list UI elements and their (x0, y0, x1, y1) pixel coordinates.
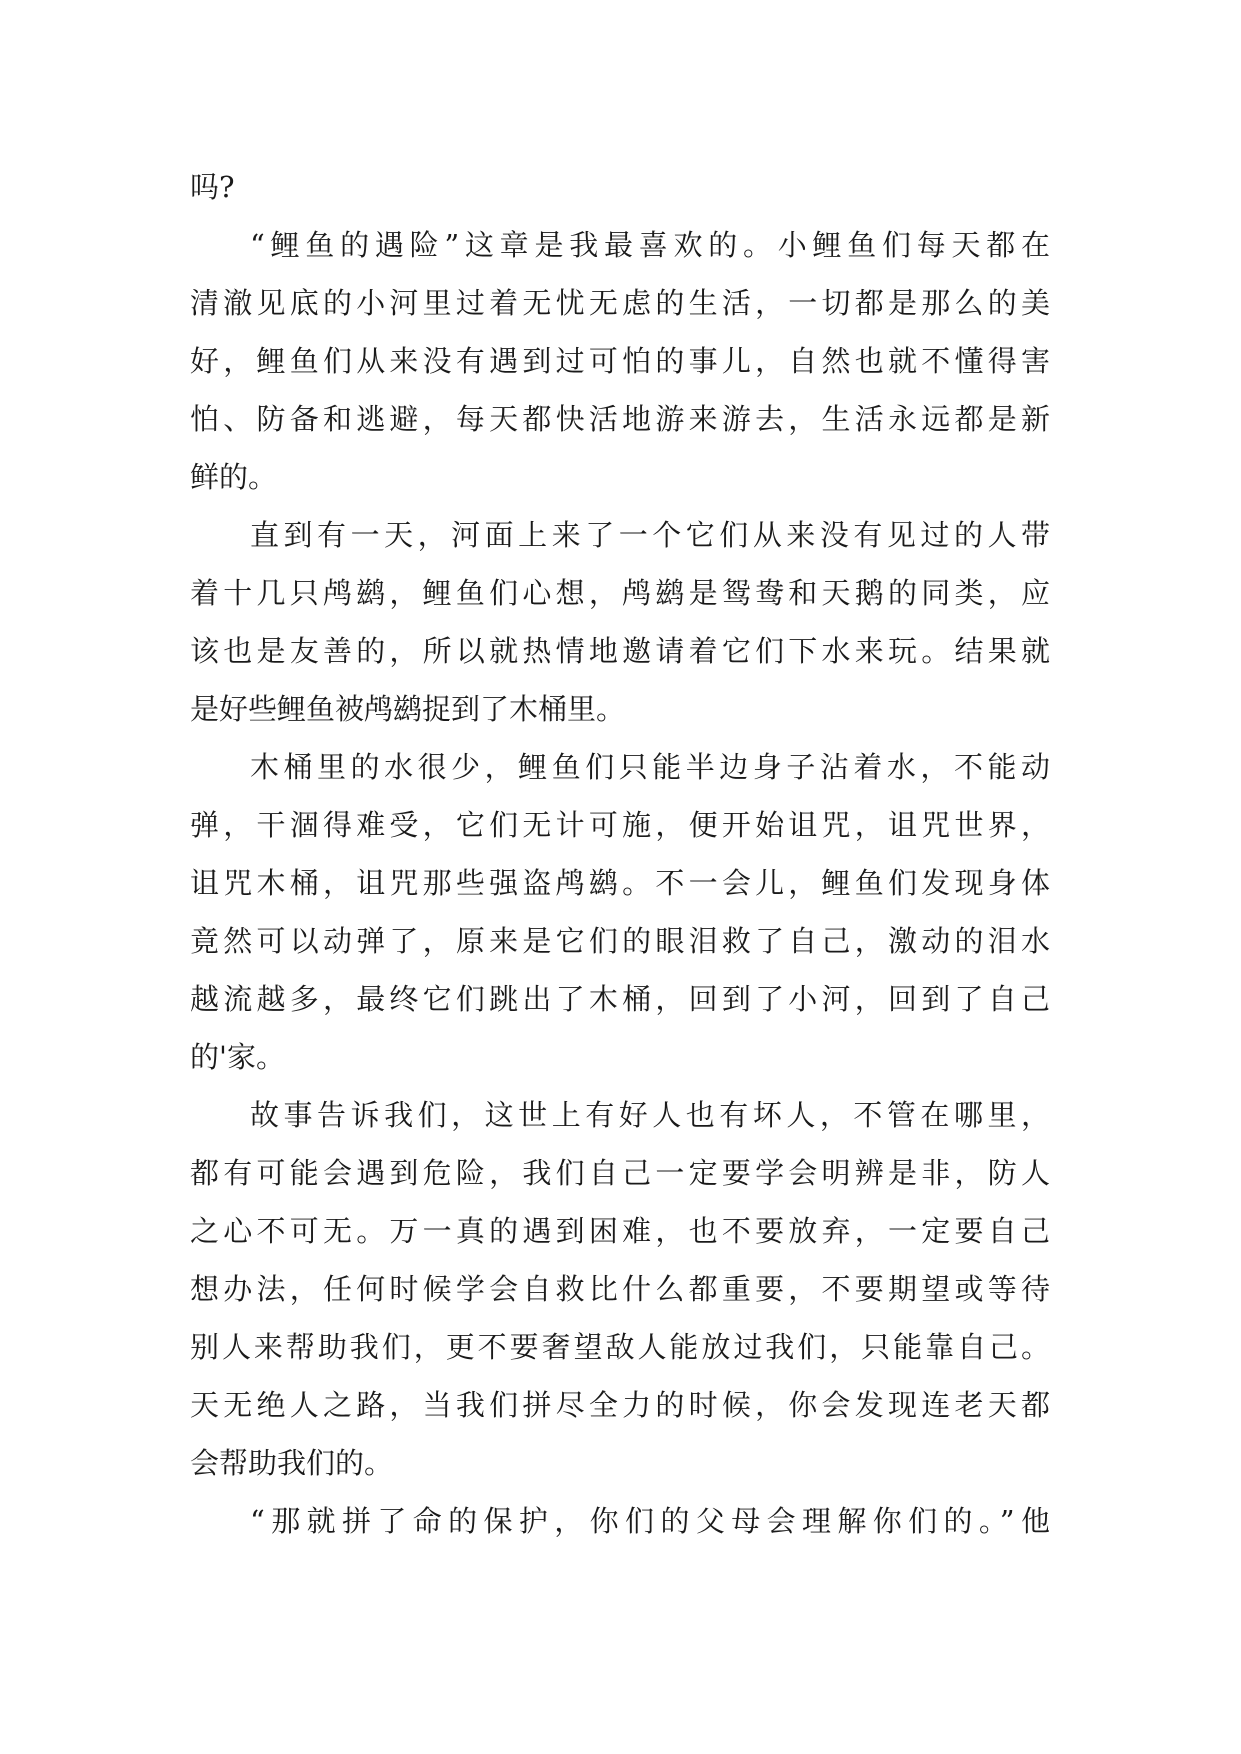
text-line: 诅咒木桶，诅咒那些强盗鸬鹚。不一会儿，鲤鱼们发现身体 (190, 866, 1050, 900)
text-line: 木桶里的水很少，鲤鱼们只能半边身子沾着水，不能动 (250, 750, 1050, 784)
text-line: 别人来帮助我们，更不要奢望敌人能放过我们，只能靠自己。 (190, 1330, 1050, 1364)
text-line: 的'家。 (190, 1040, 285, 1074)
text-line: 怕、防备和逃避，每天都快活地游来游去，生活永远都是新 (190, 402, 1050, 436)
text-line: 竟然可以动弹了，原来是它们的眼泪救了自己，激动的泪水 (190, 924, 1050, 958)
text-line: “那就拼了命的保护，你们的父母会理解你们的。”他 (250, 1504, 1050, 1538)
text-line: 清澈见底的小河里过着无忧无虑的生活，一切都是那么的美 (190, 286, 1050, 320)
text-line: 想办法，任何时候学会自救比什么都重要，不要期望或等待 (190, 1272, 1050, 1306)
text-line: 是好些鲤鱼被鸬鹚捉到了木桶里。 (190, 692, 626, 726)
text-line: 都有可能会遇到危险，我们自己一定要学会明辨是非，防人 (190, 1156, 1050, 1190)
body-text (190, 158, 1050, 1550)
text-line: 着十几只鸬鹚，鲤鱼们心想，鸬鹚是鸳鸯和天鹅的同类，应 (190, 576, 1050, 610)
text-line: 该也是友善的，所以就热情地邀请着它们下水来玩。结果就 (190, 634, 1050, 668)
text-line: 鲜的。 (190, 460, 278, 494)
text-line: 天无绝人之路，当我们拼尽全力的时候，你会发现连老天都 (190, 1388, 1050, 1422)
text-line: 好，鲤鱼们从来没有遇到过可怕的事儿，自然也就不懂得害 (190, 344, 1050, 378)
text-line: 弹，干涸得难受，它们无计可施，便开始诅咒，诅咒世界， (190, 808, 1050, 842)
text-line: 故事告诉我们，这世上有好人也有坏人，不管在哪里， (250, 1098, 1050, 1132)
text-line: 会帮助我们的。 (190, 1446, 394, 1480)
text-line: 越流越多，最终它们跳出了木桶，回到了小河，回到了自己 (190, 982, 1050, 1016)
text-line: 直到有一天，河面上来了一个它们从来没有见过的人带 (250, 518, 1050, 552)
text-line: 吗? (190, 170, 235, 204)
text-line: “鲤鱼的遇险”这章是我最喜欢的。小鲤鱼们每天都在 (250, 228, 1050, 262)
text-line: 之心不可无。万一真的遇到困难，也不要放弃，一定要自己 (190, 1214, 1050, 1248)
